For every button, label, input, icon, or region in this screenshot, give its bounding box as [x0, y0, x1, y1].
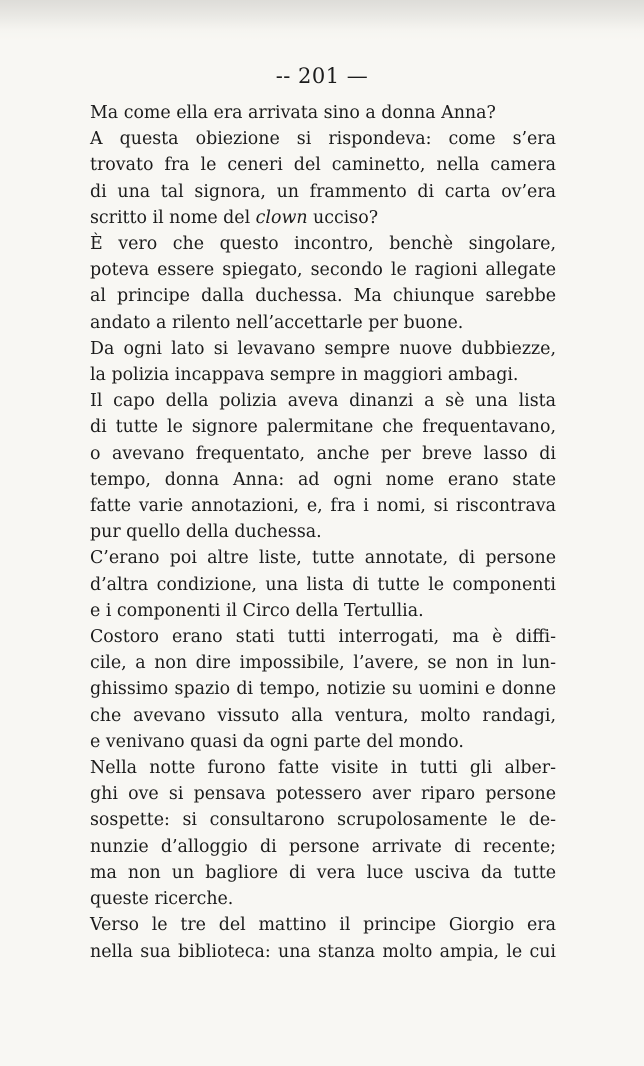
- text-line: ghissimo spazio di tempo, notizie su uomini e donne: [90, 679, 556, 700]
- text-line: pur quello della duchessa.: [90, 522, 322, 543]
- page-number: -- 201 —: [275, 64, 369, 88]
- text-line: e i componenti il Circo della Tertullia.: [90, 600, 424, 621]
- paragraph: [90, 755, 556, 912]
- text-line: Ma come ella era arrivata sino a donna Anna?: [90, 103, 496, 123]
- text-line: di tutte le signore palermitane che frequentavano,: [90, 417, 556, 438]
- text-line: trovato fra le ceneri del caminetto, nella camera: [90, 155, 556, 176]
- text-line: d’altra condizione, una lista di tutte le componenti: [90, 574, 556, 595]
- text-line: poteva essere spiegato, secondo le ragioni allegate: [90, 260, 556, 281]
- italic-word: clown: [255, 207, 308, 228]
- scan-edge: [0, 0, 644, 30]
- paragraph: [90, 545, 556, 624]
- paragraph: [90, 231, 556, 336]
- paragraph: [90, 336, 556, 388]
- text-line: la polizia incappava sempre in maggiori ambagi.: [90, 365, 519, 386]
- text-line: che avevano vissuto alla ventura, molto randagi,: [90, 705, 556, 726]
- text-line: e venivano quasi da ogni parte del mondo.: [90, 731, 464, 752]
- text-line: È vero che questo incontro, benchè singolare,: [90, 234, 556, 255]
- text-line: cile, a non dire impossibile, l’avere, se non in lun-: [90, 653, 556, 674]
- text-line: Nella notte furono fatte visite in tutti gli alber-: [90, 758, 556, 779]
- text-line: di una tal signora, un frammento di carta ov’era: [90, 181, 556, 202]
- text-line: queste ricerche.: [90, 889, 234, 910]
- text-line: andato a rilento nell’accettarle per buone.: [90, 312, 464, 333]
- text-line: [90, 205, 556, 231]
- text-line: Costoro erano stati tutti interrogati, ma è diffi-: [90, 627, 556, 648]
- body-text: [90, 100, 556, 965]
- text-line: o avevano frequentato, anche per breve lasso di: [90, 443, 556, 464]
- text-line: nunzie d’alloggio di persone arrivate di recente;: [90, 836, 556, 857]
- paragraph: [90, 126, 556, 231]
- text-line: Verso le tre del mattino il principe Giorgio era: [90, 915, 556, 936]
- paragraph: [90, 388, 556, 545]
- text-line: C’erano poi altre liste, tutte annotate, di persone: [90, 548, 556, 569]
- paragraph: [90, 624, 556, 755]
- text-fragment: scritto il nome del: [90, 207, 256, 228]
- paragraph: [90, 912, 556, 964]
- text-line: nella sua biblioteca: una stanza molto ampia, le cui: [90, 941, 556, 962]
- text-line: A questa obiezione si rispondeva: come s’era: [90, 129, 556, 150]
- text-fragment: ucciso?: [307, 207, 379, 228]
- text-line: Da ogni lato si levavano sempre nuove dubbiezze,: [90, 338, 556, 359]
- text-line: fatte varie annotazioni, e, fra i nomi, si riscontrava: [90, 496, 556, 517]
- text-line: ghi ove si pensava potessero aver riparo persone: [90, 784, 556, 805]
- text-line: ma non un bagliore di vera luce usciva da tutte: [90, 862, 556, 883]
- text-line: Il capo della polizia aveva dinanzi a sè una lista: [90, 391, 556, 412]
- text-line: al principe dalla duchessa. Ma chiunque sarebbe: [90, 286, 556, 307]
- text-line: tempo, donna Anna: ad ogni nome erano state: [90, 469, 556, 490]
- paragraph: [90, 100, 556, 126]
- text-line: sospette: si consultarono scrupolosamente le de-: [90, 810, 556, 831]
